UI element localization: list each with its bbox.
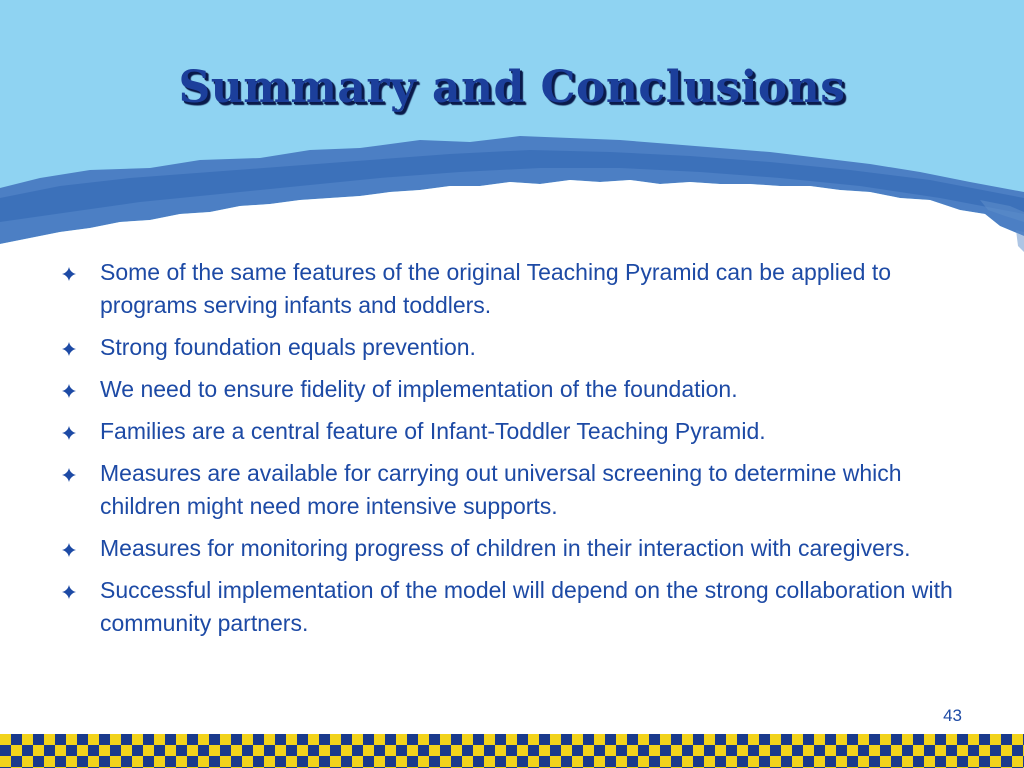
diamond-bullet-icon: [62, 585, 76, 599]
slide-title: Summary and Conclusions: [178, 62, 846, 113]
bullet-text: Measures for monitoring progress of children in their interaction with caregivers.: [100, 535, 911, 561]
bullet-item: [62, 574, 962, 640]
bullet-item: [62, 331, 962, 364]
diamond-bullet-icon: [62, 543, 76, 557]
bullet-item: [62, 457, 962, 523]
bullet-text: We need to ensure fidelity of implementation of the foundation.: [100, 376, 738, 402]
bullet-text: Families are a central feature of Infant-Toddler Teaching Pyramid.: [100, 418, 766, 444]
bullet-item: [62, 415, 962, 448]
page-number: 43: [943, 706, 962, 725]
bullet-text: Some of the same features of the original Teaching Pyramid can be applied to programs serving infants and toddlers.: [100, 259, 891, 318]
bullet-text: Measures are available for carrying out universal screening to determine which children might need more intensive supports.: [100, 460, 902, 519]
bullet-text: Strong foundation equals prevention.: [100, 334, 476, 360]
bullet-list: [62, 256, 962, 649]
bullet-item: [62, 373, 962, 406]
bullet-item: [62, 256, 962, 322]
diamond-bullet-icon: [62, 342, 76, 356]
bullet-text: Successful implementation of the model will depend on the strong collaboration with community partners.: [100, 577, 953, 636]
diamond-bullet-icon: [62, 426, 76, 440]
diamond-bullet-icon: [62, 384, 76, 398]
diamond-bullet-icon: [62, 468, 76, 482]
bullet-item: [62, 532, 962, 565]
checkered-footer: [0, 734, 1024, 768]
header-background: [0, 0, 1024, 270]
diamond-bullet-icon: [62, 267, 76, 281]
